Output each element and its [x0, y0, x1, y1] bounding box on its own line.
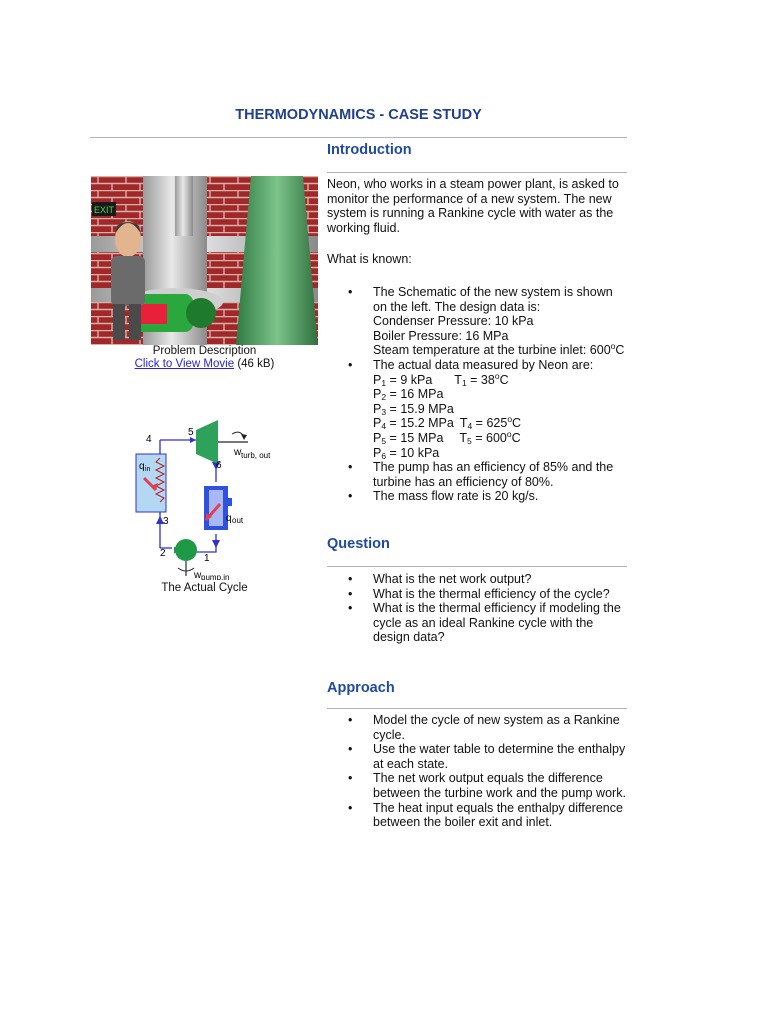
design-data-intro: • The Schematic of the new system is shown on the left. The design data is:: [373, 285, 613, 314]
title-divider: [90, 137, 627, 138]
q-out-subscript: out: [232, 516, 244, 525]
mass-flow-item: • The mass flow rate is 20 kg/s.: [327, 489, 627, 504]
w-pump-subscript: pump,in: [201, 573, 230, 580]
power-plant-illustration: [91, 176, 318, 345]
state-4-data: $P_4 = 15.2$ MPa $T_4 = 625^oC$: [373, 414, 522, 432]
w-turb-label: w: [234, 447, 242, 458]
condenser-pressure: Condenser Pressure: 10 kPa: [373, 314, 534, 329]
state-label-2: 2: [160, 548, 166, 559]
approach-divider: [327, 708, 627, 709]
movie-link-line: [91, 357, 318, 372]
introduction-paragraph: Neon, who works in a steam power plant, is asked to monitor the performance of a new system. The new system is running a Rankine cycle with water as the working fluid.: [327, 177, 619, 235]
approach-item: • Model the cycle of new system as a Rankine cycle.: [327, 713, 627, 742]
approach-item: • Use the water table to determine the enthalpy at each state.: [327, 742, 627, 771]
exit-sign-text: EXIT: [94, 205, 115, 215]
question-list: [327, 572, 627, 645]
rankine-cycle-diagram: [120, 420, 290, 580]
state-6-data: $P_6 = 10$ kPa: [373, 445, 440, 461]
movie-caption: Problem Description: [152, 345, 257, 357]
design-data-item: [327, 285, 627, 358]
view-movie-link[interactable]: Click to View Movie: [134, 358, 235, 370]
question-divider: [327, 566, 627, 567]
introduction-divider: [327, 172, 627, 173]
question-heading: Question: [327, 536, 390, 552]
q-out-label: q: [226, 513, 232, 524]
movie-file-size: (46 kB): [237, 358, 275, 370]
actual-data-item: [327, 358, 627, 460]
question-item: • What is the thermal efficiency if modeling the cycle as an ideal Rankine cycle with the design data?: [327, 601, 627, 645]
approach-heading: Approach: [327, 680, 395, 696]
approach-item: • The net work output equals the difference between the turbine work and the pump work.: [327, 771, 627, 800]
introduction-heading: Introduction: [327, 142, 412, 158]
state-label-6: 6: [216, 460, 222, 471]
question-item: • What is the net work output?: [327, 572, 627, 587]
problem-movie-thumbnail[interactable]: [91, 176, 318, 345]
state-1-data: $P_1 = 9$ kPa $T_1 = 38^oC$: [373, 370, 509, 388]
known-list: [327, 285, 627, 504]
efficiency-item: • The pump has an efficiency of 85% and the turbine has an efficiency of 80%.: [327, 460, 627, 489]
question-item: • What is the thermal efficiency of the cycle?: [327, 587, 627, 602]
state-label-1: 1: [204, 553, 210, 564]
boiler-pressure: Boiler Pressure: 16 MPa: [373, 328, 509, 343]
turbine-inlet-temperature: Steam temperature at the turbine inlet: 600$^o$C: [373, 341, 625, 358]
state-label-4: 4: [146, 434, 152, 445]
known-label: What is known:: [327, 252, 412, 266]
approach-list: [327, 713, 627, 830]
state-5-data: $P_5 = 15$ MPa $T_5 = 600^oC$: [373, 428, 521, 446]
state-label-3: 3: [163, 516, 169, 527]
actual-data-intro: • The actual data measured by Neon are:: [373, 357, 594, 372]
w-pump-label: w: [194, 570, 202, 580]
state-label-5: 5: [188, 427, 194, 438]
w-turb-subscript: turb, out: [241, 451, 271, 460]
state-2-data: $P_2 = 16$ MPa: [373, 387, 444, 403]
cycle-caption: The Actual Cycle: [161, 582, 248, 594]
state-3-data: $P_3 = 15.9$ MPa: [373, 401, 454, 417]
page-title: THERMODYNAMICS - CASE STUDY: [235, 107, 482, 123]
q-in-label: q: [139, 461, 145, 472]
q-in-subscript: in: [145, 466, 151, 473]
approach-item: • The heat input equals the enthalpy difference between the boiler exit and inlet.: [327, 801, 627, 830]
